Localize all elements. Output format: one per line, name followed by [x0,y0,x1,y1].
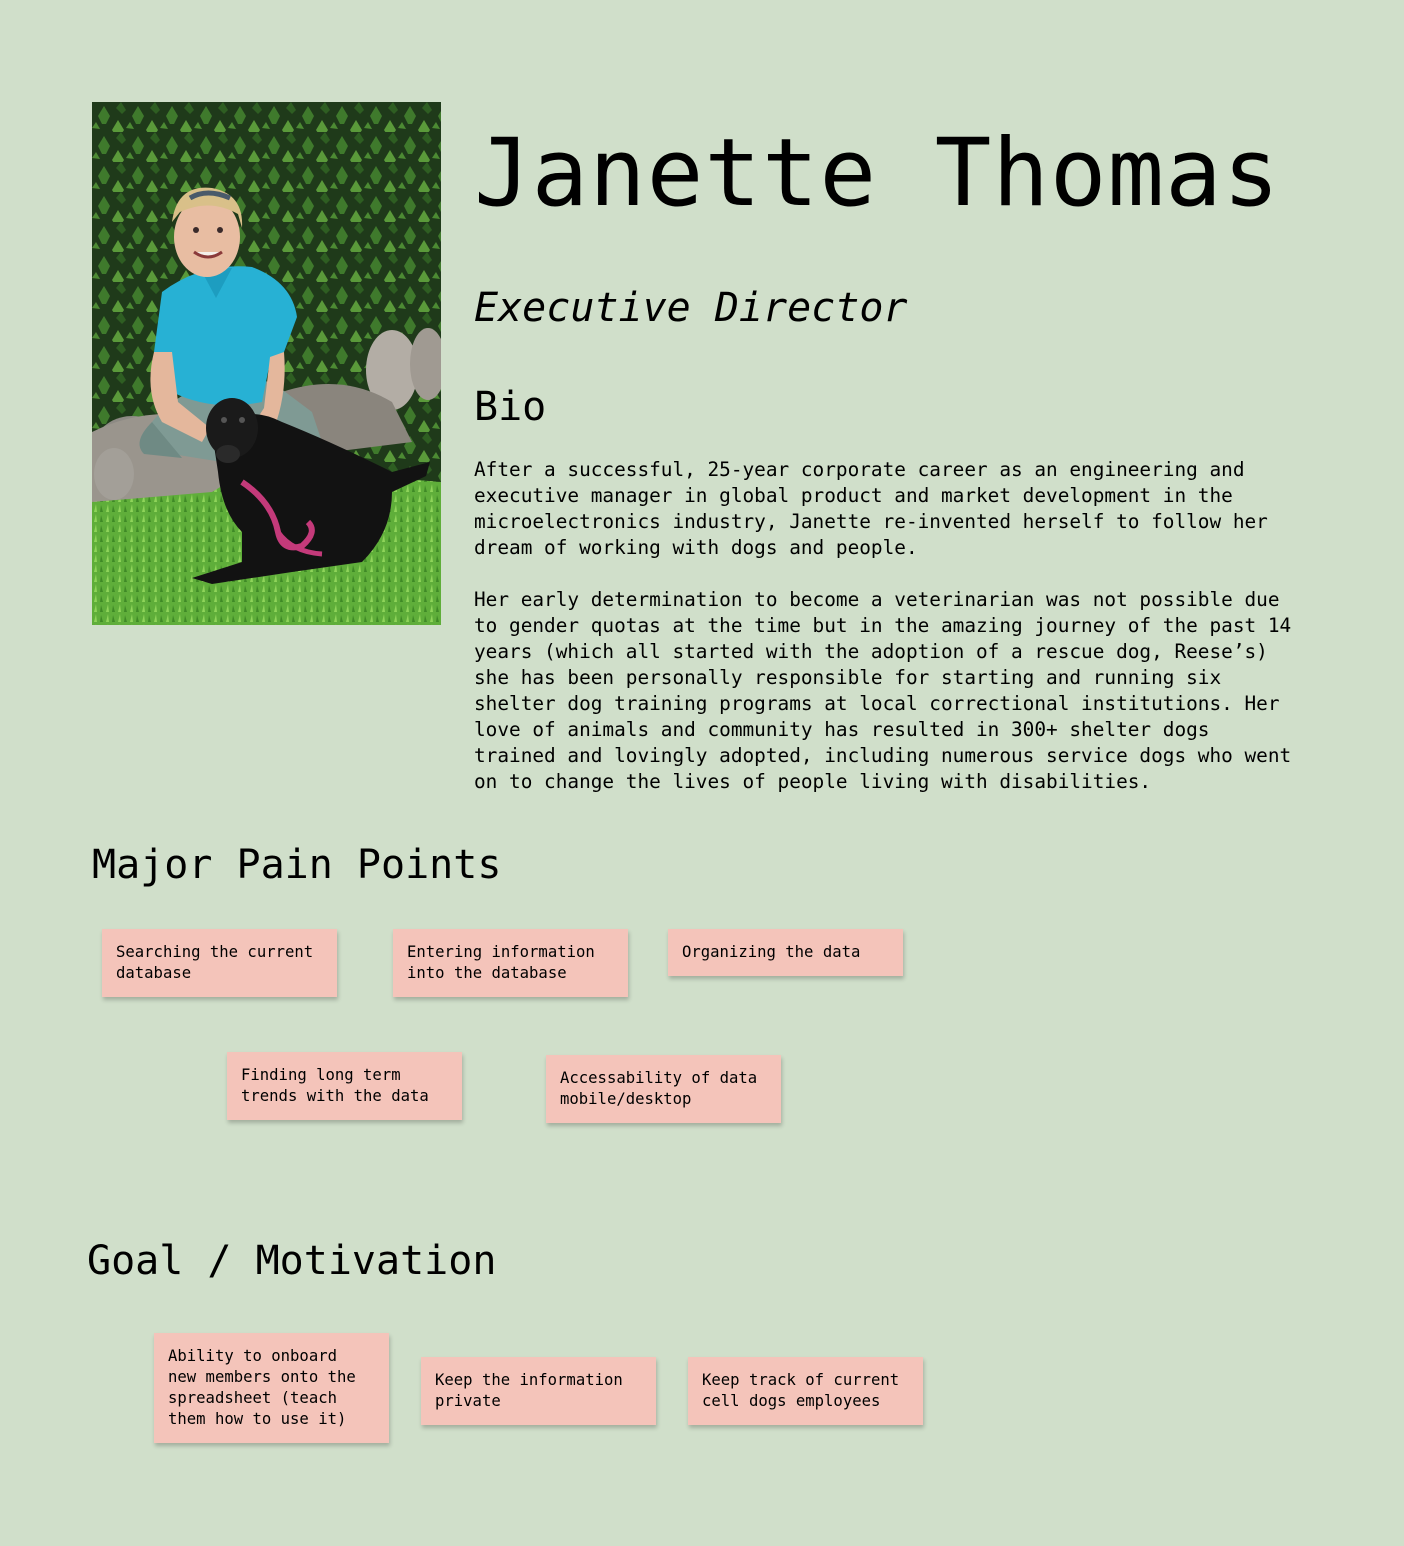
person-role: Executive Director [474,285,908,331]
goal-note: Keep track of current cell dogs employees [688,1357,923,1425]
person-name: Janette Thomas [474,119,1281,228]
profile-photo-illustration [92,102,441,625]
goal-note: Keep the information private [421,1357,656,1425]
goal-note: Ability to onboard new members onto the spreadsheet (teach them how to use it) [154,1333,389,1443]
bio-paragraph-2: Her early determination to become a veterinarian was not possible due to gender quotas at the time but in the amazing journey of the past 14 years (which all started with the adoption of a rescue dog, Reese’s) she has been personally responsible for starting and running six shelter dog training programs at local correctional institutions. Her love of animals and community has resulted in 300+ shelter dogs trained and lovingly adopted, including numerous service dogs who went on to change the lives of people living with disabilities. [474,588,1292,793]
pain-points-heading: Major Pain Points [92,842,502,888]
pain-point-note: Finding long term trends with the data [227,1052,462,1120]
pain-point-note: Organizing the data [668,929,903,976]
profile-photo [92,102,441,625]
bio-paragraph-1: After a successful, 25-year corporate career as an engineering and executive manager in global product and market development in the microelectronics industry, Janette re-invented herself to follow her dream of working with dogs and people. [474,458,1268,559]
goals-heading: Goal / Motivation [87,1238,497,1284]
bio-heading: Bio [474,384,547,430]
pain-point-note: Accessability of data mobile/desktop [546,1055,781,1123]
pain-point-note: Entering information into the database [393,929,628,997]
pain-point-note: Searching the current database [102,929,337,997]
